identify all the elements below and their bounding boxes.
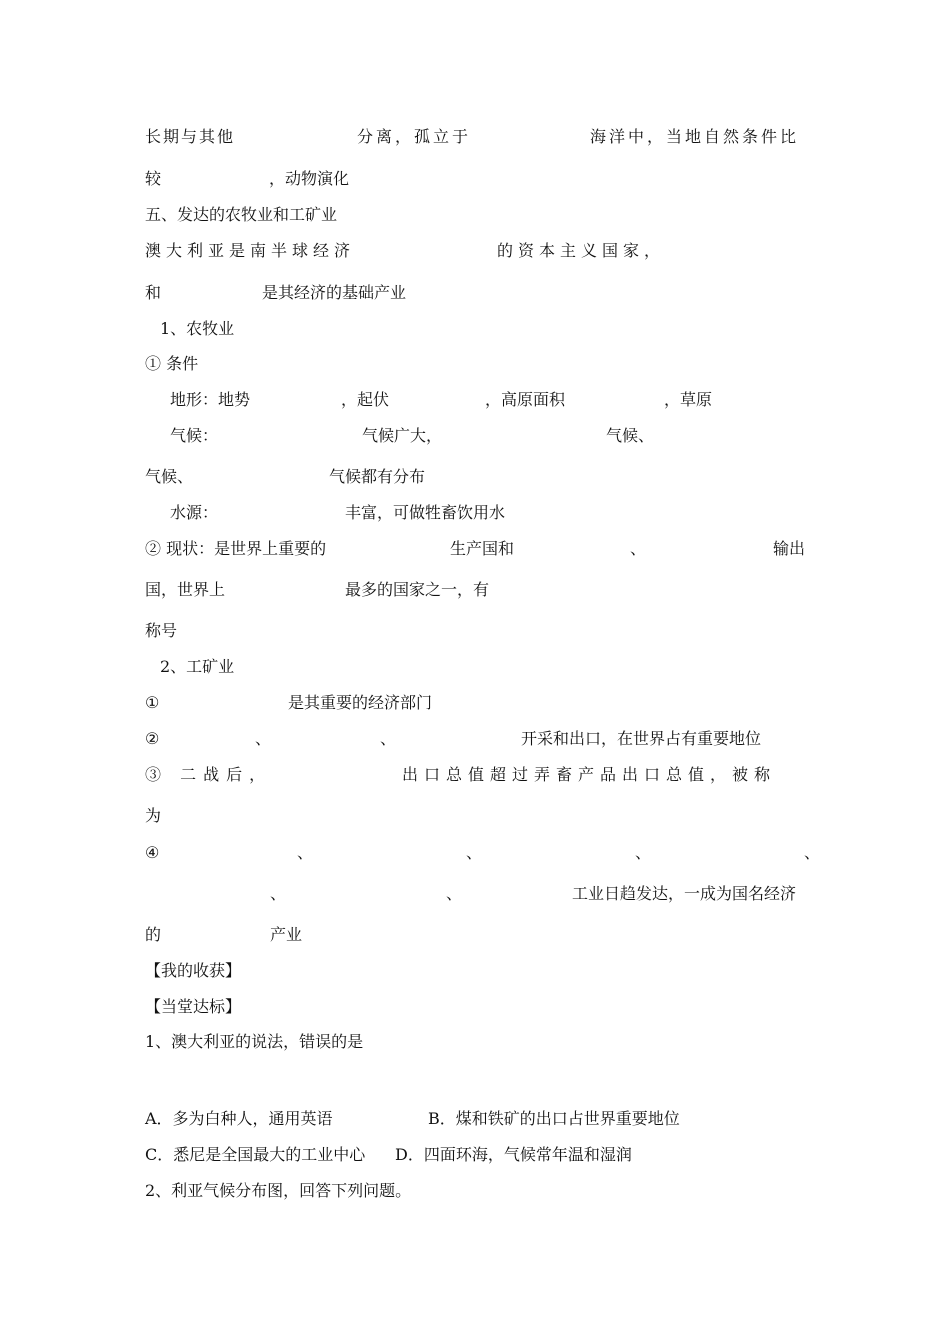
text-line: 、	[635, 843, 652, 862]
text-line: ，草原	[664, 390, 713, 409]
text-line: ③ 二战后，	[145, 765, 273, 784]
text-line: 、	[255, 729, 272, 748]
text-line: 最多的国家之一，有	[345, 580, 490, 599]
text-line: 气候都有分布	[329, 467, 426, 486]
text-line: ② 现状：是世界上重要的	[145, 539, 327, 558]
text-line: 地形：地势	[170, 390, 251, 409]
answer-option: A．多为白种人，通用英语	[145, 1109, 333, 1128]
section-heading: 【当堂达标】	[145, 997, 242, 1016]
text-line: 开采和出口，在世界占有重要地位	[521, 729, 762, 748]
text-line: 为	[145, 806, 162, 825]
text-line: 、	[297, 843, 314, 862]
text-line: 水源：	[170, 503, 219, 522]
text-line: 长期与其他	[145, 127, 236, 146]
subsection-heading: 1、农牧业	[160, 319, 235, 338]
section-heading: 五、发达的农牧业和工矿业	[145, 205, 338, 224]
text-line: 、	[466, 843, 483, 862]
text-line: 澳大利亚是南半球经济	[145, 241, 356, 260]
text-line: 生产国和	[450, 539, 515, 558]
text-line: 、	[380, 729, 397, 748]
text-line: 是其重要的经济部门	[288, 693, 433, 712]
text-line: ① 条件	[145, 354, 199, 373]
text-line: ④	[145, 843, 160, 862]
text-line: 海洋中，当地自然条件比	[590, 127, 800, 146]
text-line: 输出	[773, 539, 806, 558]
text-line: 工业日趋发达，一成为国名经济	[572, 884, 797, 903]
text-line: 气候、	[145, 467, 194, 486]
text-line: 、	[804, 843, 821, 862]
text-line: 分离，孤立于	[357, 127, 472, 146]
text-line: 国，世界上	[145, 580, 226, 599]
text-line: 、	[446, 884, 463, 903]
text-line: ②	[145, 729, 160, 748]
text-line: 和	[145, 283, 162, 302]
text-line: 出口总值超过弄畜产品出口总值，被称	[402, 765, 777, 784]
text-line: 的	[145, 925, 162, 944]
text-line: 丰富，可做牲畜饮用水	[345, 503, 506, 522]
text-line: 气候、	[606, 426, 655, 445]
text-line: 产业	[270, 925, 303, 944]
text-line: 、	[270, 884, 287, 903]
subsection-heading: 2、工矿业	[160, 657, 235, 676]
text-line: ，高原面积	[485, 390, 566, 409]
text-line: 气候：	[170, 426, 219, 445]
answer-option: B．煤和铁矿的出口占世界重要地位	[428, 1109, 680, 1128]
section-heading: 【我的收获】	[145, 961, 242, 980]
text-line: ，动物演化	[269, 169, 350, 188]
text-line: 较	[145, 169, 162, 188]
text-line: 气候广大，	[362, 426, 443, 445]
question-text: 2、利亚气候分布图，回答下列问题。	[145, 1181, 412, 1200]
text-line: 是其经济的基础产业	[262, 283, 407, 302]
text-line: 、	[630, 539, 647, 558]
text-line: 称号	[145, 621, 178, 640]
text-line: ①	[145, 693, 160, 712]
answer-option: D．四面环海，气候常年温和湿润	[395, 1145, 632, 1164]
text-line: 的资本主义国家，	[497, 241, 666, 260]
text-line: ，起伏	[341, 390, 390, 409]
answer-option: C．悉尼是全国最大的工业中心	[145, 1145, 366, 1164]
question-text: 1、澳大利亚的说法，错误的是	[145, 1032, 364, 1051]
